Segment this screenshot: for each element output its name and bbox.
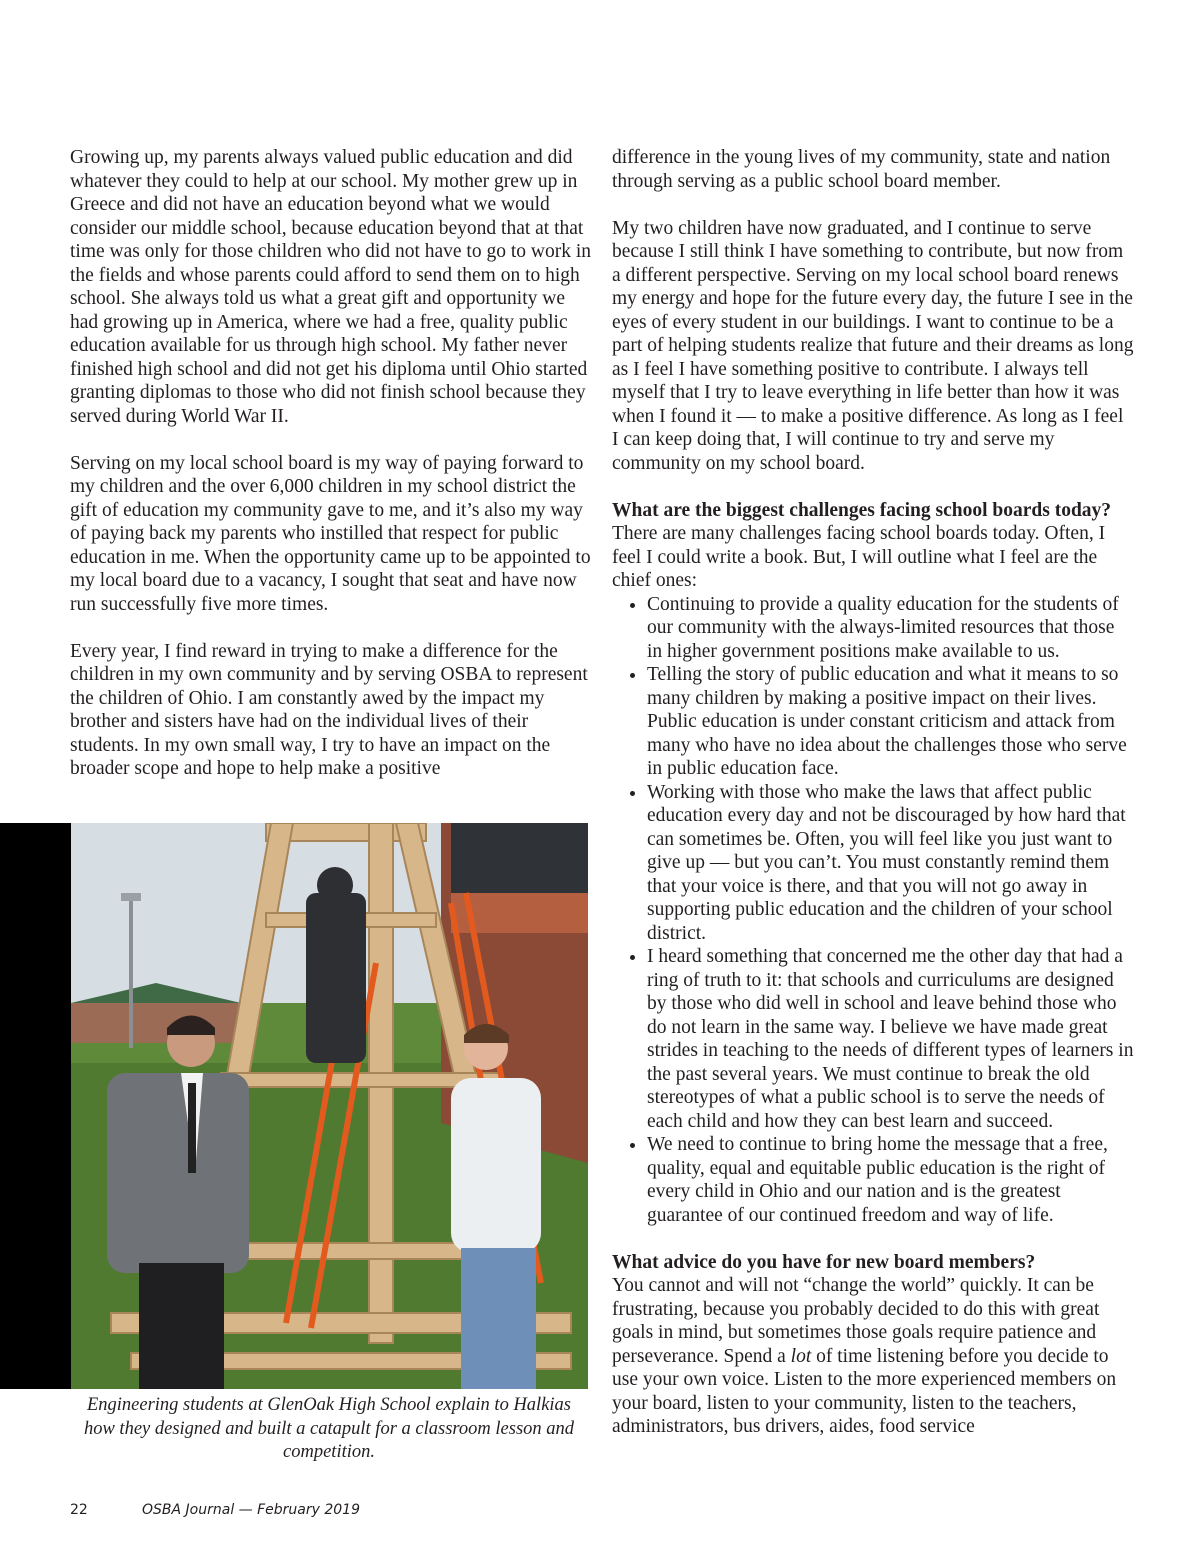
challenges-list bbox=[612, 593, 1134, 1228]
challenges-section bbox=[612, 499, 1134, 1228]
section-heading: What advice do you have for new board members? bbox=[612, 1251, 1036, 1273]
body-paragraph: Serving on my local school board is my way of paying forward to my children and the over 6,000 children in my school district the gift of education my community gave to me, and it’s also my way of paying back my parents who instilled that respect for public education in me. When the opportunity came up to be appointed to my local board due to a vacancy, I sought that seat and have now run successfully five more times. bbox=[70, 452, 591, 615]
photo-side-bar bbox=[0, 823, 71, 1389]
list-item: • We need to continue to bring home the message that a free, quality, equal and equitable public education is the right of every child in Ohio and our nation and is the greatest guarantee of our continued freedom and way of life. bbox=[647, 1133, 1134, 1227]
body-paragraph: Growing up, my parents always valued public education and did whatever they could to help at our school. My mother grew up in Greece and did not have an education beyond what we would consider our middle school, because education beyond that at that time was only for those children who did not have to go to work in the fields and whose parents could afford to send them on to high school. She always told us what a great gift and opportunity we had growing up in America, where we had a free, quality public education available for us through high school. My father never finished high school and did not get his diploma until Ohio started granting diplomas to those who did not finish school because they served during World War II. bbox=[70, 147, 591, 427]
advice-text-end: of time listening before you decide to use your own voice. Listen to the more experienced members on your board, listen to your community, listen to the teachers, administrators, bus drivers, aides, food service bbox=[612, 1345, 1117, 1437]
advice-text-start: You cannot and will not “change the world” quickly. It can be frustrating, because you probably decided to do this with great goals in mind, but sometimes those goals require patience and perseverance. Spend a bbox=[612, 1275, 1100, 1367]
list-item: • Continuing to provide a quality education for the students of our community with the always-limited resources that those in higher government positions make available to us. bbox=[647, 593, 1134, 664]
catapult-photo bbox=[71, 823, 588, 1389]
list-item: • I heard something that concerned me the other day that had a ring of truth to it: that schools and curriculums are designed by those who did well in school and leave behind those who do not learn in the same way. I believe we have made great strides in teaching to the needs of different types of learners in the past several years. We must continue to break the old stereotypes of what a public school is to serve the needs of each child and how they can best learn and succeed. bbox=[647, 945, 1134, 1133]
section-intro: There are many challenges facing school boards today. Often, I feel I could write a book. But, I will outline what I feel are the chief ones: bbox=[612, 523, 1106, 591]
body-paragraph: Every year, I find reward in trying to make a difference for the children in my own community and by serving OSBA to represent the children of Ohio. I am constantly awed by the impact my brother and sisters have had on the individual lives of their students. In my own small way, I try to have an impact on the broader scope and hope to help make a positive bbox=[70, 640, 588, 779]
body-paragraph: difference in the young lives of my community, state and nation through serving as a public school board member. bbox=[612, 147, 1111, 192]
right-column bbox=[612, 146, 1134, 1439]
advice-section bbox=[612, 1251, 1134, 1439]
journal-title: OSBA Journal — February 2019 bbox=[142, 1502, 360, 1518]
photo-illustration bbox=[71, 823, 588, 1389]
photo-caption: Engineering students at GlenOak High School explain to Halkias how they designed and built a catapult for a classroom lesson and competition. bbox=[83, 1395, 575, 1462]
section-heading: What are the biggest challenges facing school boards today? bbox=[612, 499, 1112, 521]
page-number: 22 bbox=[70, 1502, 88, 1518]
list-item: • Telling the story of public education and what it means to so many children by making a positive impact on their lives. Public education is under constant criticism and attack from many who have no idea about the challenges those who serve in public education face. bbox=[647, 663, 1134, 781]
page-footer bbox=[70, 1502, 360, 1518]
list-item: • Working with those who make the laws that affect public education every day and not be discouraged by how hard that can sometimes be. Often, you will feel like you just want to give up — but you can’t. You must constantly remind them that your voice is there, and that you will not go away in supporting public education and the children of your school district. bbox=[647, 781, 1134, 946]
body-paragraph: My two children have now graduated, and I continue to serve because I still think I have something to contribute, but now from a different perspective. Serving on my local school board renews my energy and hope for the future every day, the future I see in the eyes of every student in our buildings. I want to continue to be a part of helping students realize that future and their dreams as long as I feel I have something positive to contribute. I always tell myself that I try to leave everything in life better than how it was when I found it — to make a positive difference. As long as I feel I can keep doing that, I will continue to try and serve my community on my school board. bbox=[612, 217, 1134, 474]
left-column bbox=[70, 146, 592, 781]
advice-emphasis: lot bbox=[790, 1345, 812, 1367]
